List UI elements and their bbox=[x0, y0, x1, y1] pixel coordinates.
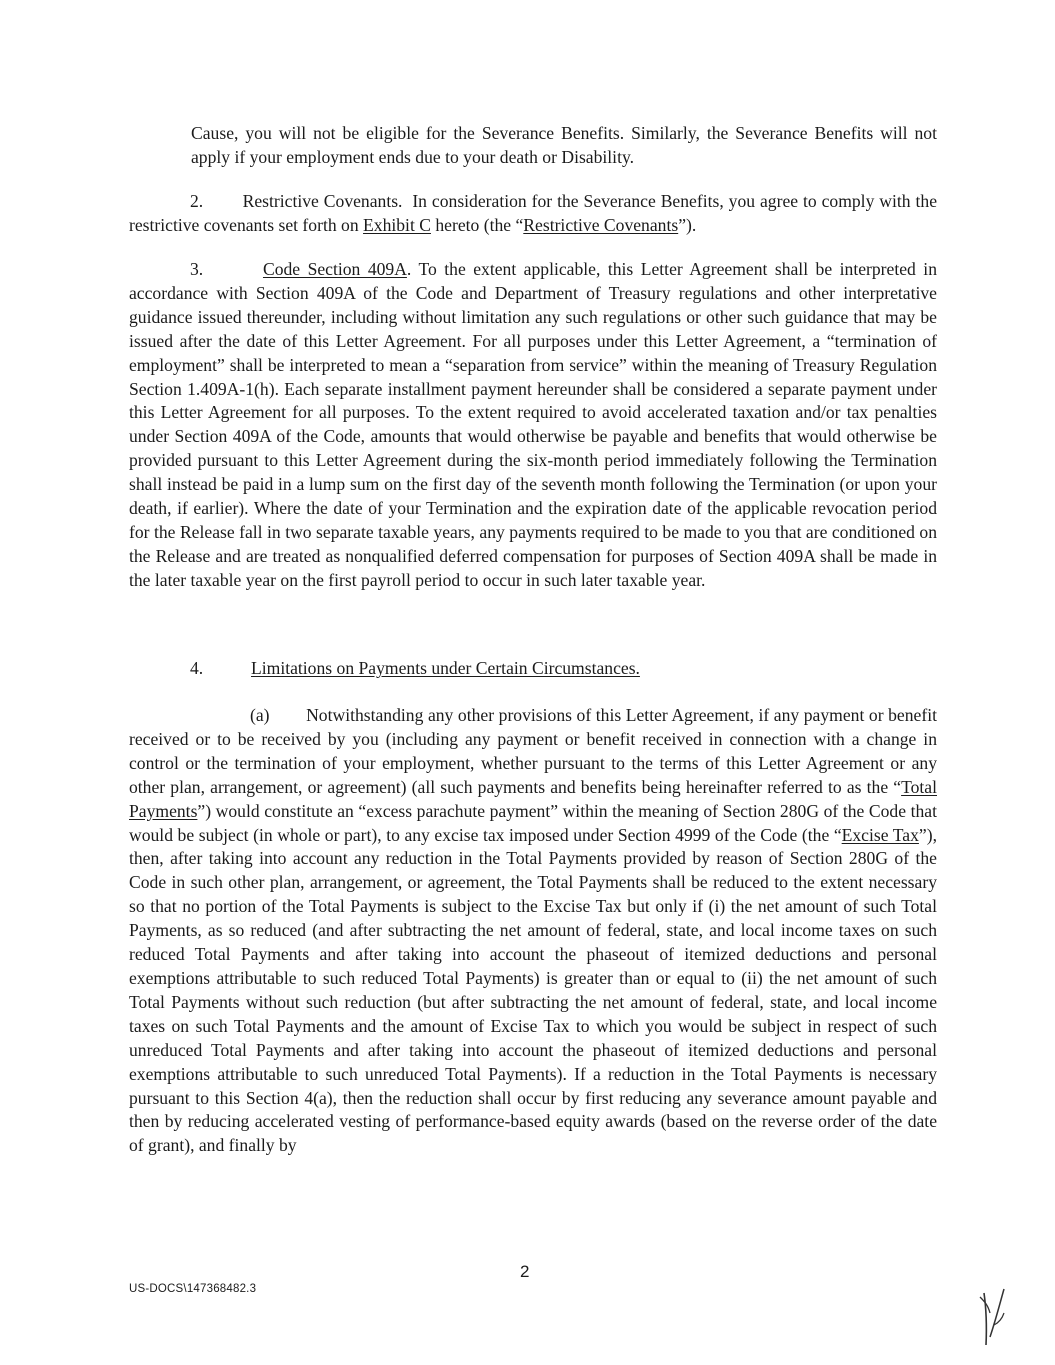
section-4a-paragraph: (a) Notwithstanding any other provisions of this Letter Agreement, if any payment or benefit received or to be received by you (including any payment or benefit received in connection with a change in control or the termination of your employment, whether pursuant to the terms of this Letter Agreement or any other plan, arrangement, or agreement) (all such payments and benefits being hereinafter referred to as the “Total Payments”) would constitute an “excess parachute payment” within the meaning of Section 280G of the Code that would be subject (in whole or part), to any excise tax imposed under Section 4999 of the Code (the “Excise Tax”), then, after taking into account any reduction in the Total Payments provided by reason of Section 280G of the Code in such other plan, arrangement, or agreement, the Total Payments shall be reduced to the extent necessary so that no portion of the Total Payments is subject to the Excise Tax but only if (i) the net amount of such Total Payments, as so reduced (and after subtracting the net amount of federal, state, and local income taxes on such reduced Total Payments and after taking into account the phaseout of itemized deductions and personal exemptions attributable to such reduced Total Payments) is greater than or equal to (ii) the net amount of such Total Payments without such reduction (but after subtracting the net amount of federal, state, and local income taxes on such Total Payments and the amount of Excise Tax to which you would be subject in respect of such unreduced Total Payments and after taking into account the phaseout of itemized deductions and personal exemptions attributable to such unreduced Total Payments). If a reduction in the Total Payments is necessary pursuant to this Section 4(a), then the reduction shall occur by first reducing any severance amount payable and then by reducing accelerated vesting of performance-based equity awards (based on the reverse order of the date of grant), and finally by bbox=[129, 705, 937, 1156]
section-2-number: 2. bbox=[190, 191, 204, 211]
page-number: 2 bbox=[520, 1262, 530, 1281]
section-4-number: 4. bbox=[190, 658, 204, 678]
section-3-heading: Code Section 409A bbox=[262, 259, 407, 279]
continuation-paragraph: Cause, you will not be eligible for the Severance Benefits. Similarly, the Severance Benefits will not apply if your employment ends due to your death or Disability. bbox=[191, 123, 937, 167]
restrictive-covenants-term: Restrictive Covenants bbox=[523, 214, 679, 235]
handwritten-initials bbox=[974, 1285, 1016, 1355]
section-4a-label: (a) bbox=[250, 705, 270, 725]
section-3-number: 3. bbox=[190, 259, 204, 279]
exhibit-c-link: Exhibit C bbox=[363, 214, 431, 235]
total-payments-term: Total Payments bbox=[129, 776, 937, 821]
section-2-heading: Restrictive Covenants. bbox=[242, 191, 403, 211]
section-4-heading: Limitations on Payments under Certain Circumstances. bbox=[251, 658, 640, 678]
document-id: US-DOCS\147368482.3 bbox=[129, 1283, 257, 1295]
section-3-paragraph: 3. Code Section 409A. To the extent applicable, this Letter Agreement shall be interpreted in accordance with Section 409A of the Code and Department of Treasury regulations and other interpretative guidance issued thereunder, including without limitation any such regulations or other such guidance that may be issued after the date of this Letter Agreement. For all purposes under this Letter Agreement, a “termination of employment” shall be interpreted to mean a “separation from service” within the meaning of Treasury Regulation Section 1.409A-1(h). Each separate installment payment hereunder shall be considered a separate payment under this Letter Agreement for all purposes. To the extent required to avoid accelerated taxation and/or tax penalties under Section 409A of the Code, amounts that would otherwise be payable and benefits that would otherwise be provided pursuant to this Letter Agreement during the six-month period immediately following the Termination shall instead be paid in a lump sum on the first day of the seventh month following the Termination (or upon your death, if earlier). Where the date of your Termination and the expiration date of the applicable revocation period for the Release fall in two separate taxable years, any payments required to be made to you that are conditioned on the Release and are treated as nonqualified deferred compensation for purposes of Section 409A shall be made in the later taxable year on the first payroll period to occur in such later taxable year. bbox=[129, 259, 937, 590]
excise-tax-term: Excise Tax bbox=[841, 824, 919, 845]
section-2-paragraph: 2. Restrictive Covenants. In consideration for the Severance Benefits, you agree to comply with the restrictive covenants set forth on Exhibit C hereto (the “Restrictive Covenants”). bbox=[129, 191, 938, 235]
